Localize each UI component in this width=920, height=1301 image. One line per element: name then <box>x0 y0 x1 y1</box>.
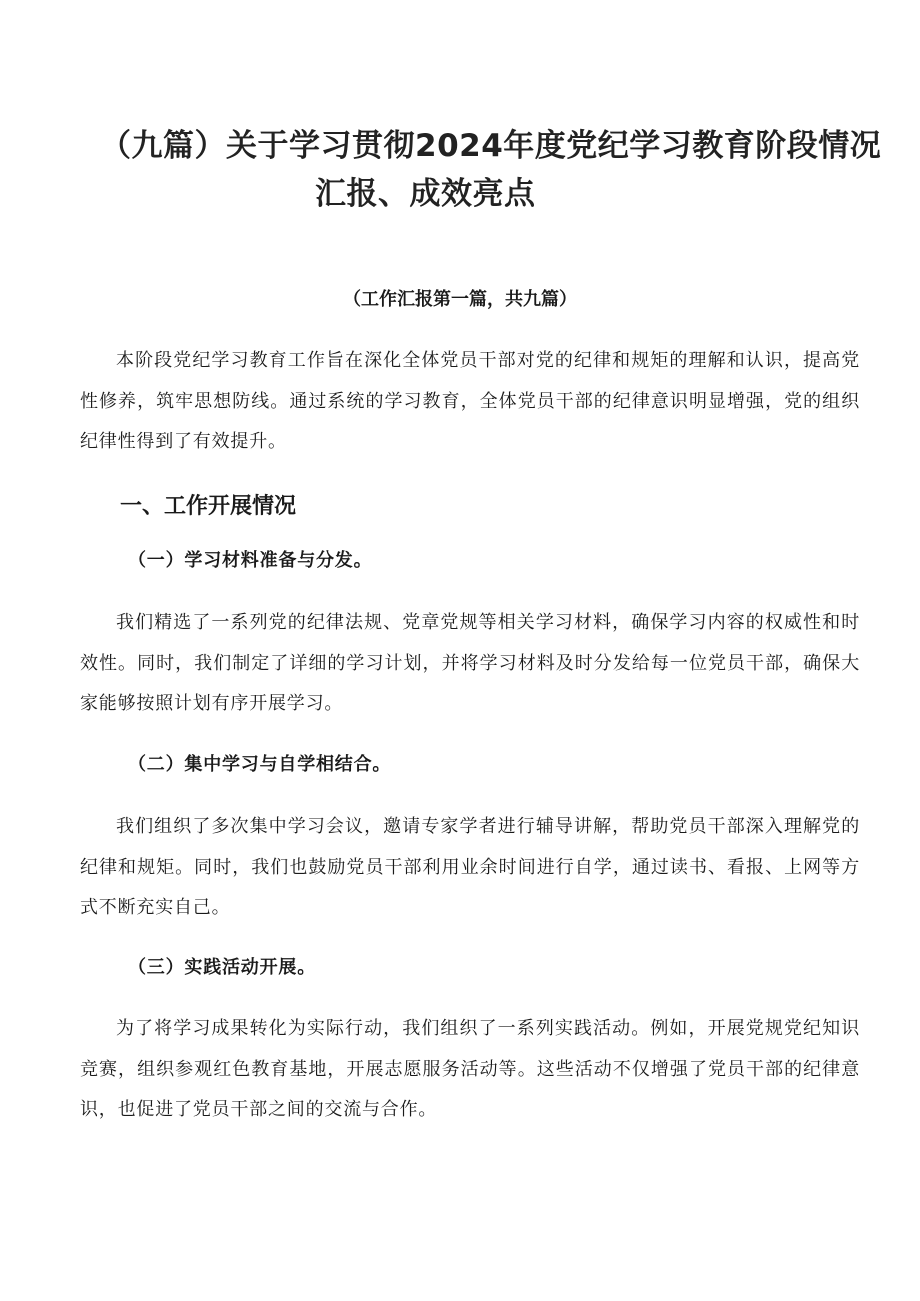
subsection-body-materials: 我们精选了一系列党的纪律法规、党章党规等相关学习材料，确保学习内容的权威性和时效性。同时，我们制定了详细的学习计划，并将学习材料及时分发给每一位党员干部，确保大家能够按照计划有序开展学习。 <box>80 612 860 714</box>
document-title <box>100 122 880 218</box>
title-line-2: 汇报、成效亮点 <box>315 176 536 212</box>
subsection-heading-practice: （三）实践活动开展。 <box>128 957 316 978</box>
subsection-body-study: 我们组织了多次集中学习会议，邀请专家学者进行辅导讲解，帮助党员干部深入理解党的纪律和规矩。同时，我们也鼓励党员干部利用业余时间进行自学，通过读书、看报、上网等方式不断充实自己。 <box>80 816 860 918</box>
title-line-1: （九篇）关于学习贯彻2024年度党纪学习教育阶段情况 <box>100 128 882 164</box>
subsection-body-practice: 为了将学习成果转化为实际行动，我们组织了一系列实践活动。例如，开展党规党纪知识竞赛，组织参观红色教育基地，开展志愿服务活动等。这些活动不仅增强了党员干部的纪律意识，也促进了党员干部之间的交流与合作。 <box>80 1018 860 1120</box>
subsection-heading-materials: （一）学习材料准备与分发。 <box>128 550 373 571</box>
intro-paragraph: 本阶段党纪学习教育工作旨在深化全体党员干部对党的纪律和规矩的理解和认识，提高党性修养，筑牢思想防线。通过系统的学习教育，全体党员干部的纪律意识明显增强，党的组织纪律性得到了有效提升。 <box>80 350 860 452</box>
subsection-heading-study: （二）集中学习与自学相结合。 <box>128 754 392 775</box>
section-heading-work-progress: 一、工作开展情况 <box>120 494 297 519</box>
document-subtitle: （工作汇报第一篇，共九篇） <box>343 289 577 310</box>
